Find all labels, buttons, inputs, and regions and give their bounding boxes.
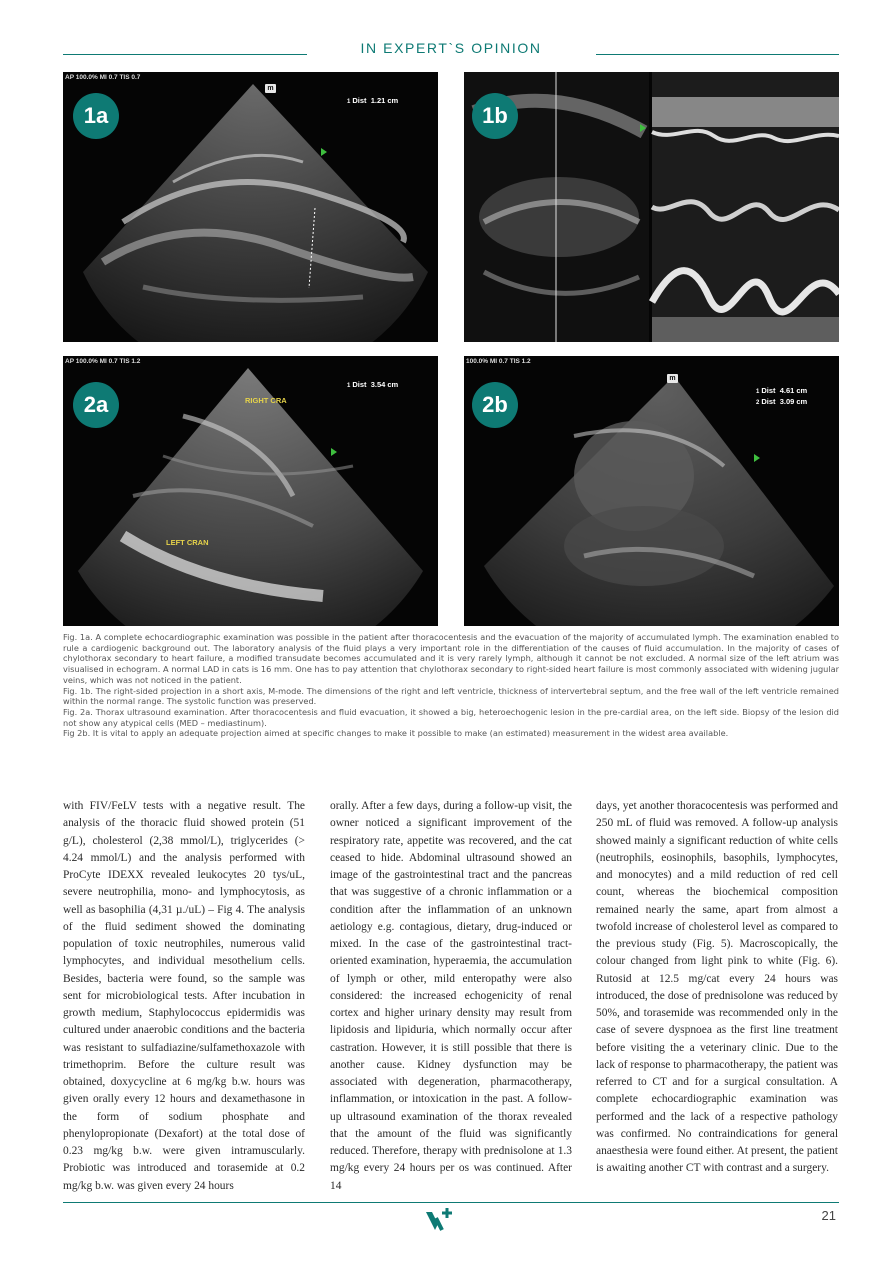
section-title: IN EXPERT`S OPINION [360,40,542,56]
footer-rule [63,1202,839,1203]
caption-2a: Fig. 2a. Thorax ultrasound examination. After thoracocentesis and fluid evacuation, it showed a big, heteroechogenic lesion in the pre-cardial area, on the left side. Biopsy of the lesion did not show any atypical cells (MED – mediastinum). [63,706,839,728]
body-column-2: orally. After a few days, during a follow-up visit, the owner noticed a significant improvement of the respiratory rate, appetite was recovered, and the cat ceased to hide. Abdominal ultrasound showed an image of the gastrointestinal tract and the pancreas that was suggestive of a chronic inflammation or a condition after the inflammation of an unknown aetiology e.g. contagious, dietary, drug-induced or mixed. In the case of the gastrointestinal tract-oriented examination, hyperaemia, the accumulation of lymph or other, mild enteropathy were also considered: the increased echogenicity of renal cortex and higher urinary density may result from lipidosis and lipiduria, which normally occur after castration. However, it is still possible that there is another cause. Kidney dysfunction may be associated with degeneration, pharmacotherapy, inflammation, or intoxication in the past. A follow-up ultrasound examination of the thorax revealed that the amount of the fluid was significantly reduced. Therefore, therapy with prednisolone at 1.3 mg/kg every 24 hours per os was continued. After 14 [330,800,572,1192]
orientation-marker: m [265,84,276,93]
label-right-cranial: RIGHT CRA [245,396,287,405]
distance-readout: 1 Dist 4.61 cm 2 Dist 3.09 cm [756,386,808,406]
figure-badge-2a: 2a [73,382,119,428]
body-column-1: with FIV/FeLV tests with a negative result. The analysis of the thoracic fluid showed protein (51 g/L), cholesterol (2,38 mmol/L), triglycerides (> 4.24 mmol/L) and the analysis performed with ProCyte IDEXX revealed leukocytes 20 tys/uL, severe neutrophilia, mono- and lymphocytosis, as well as basophilia (4,31 µ./uL) – Fig 4. The analysis of the fluid sediment showed the dominating population of toxic neutrophiles, numerous valid lymphocytes, and individual mesothelium cells. Besides, bacteria were found, so the sample was sent for microbiological tests. After incubation in growth medium, Staphylococcus epidermidis was cultured under anaerobic conditions and the bacteria was resistant to sulfadiazine/sulfamethoxazole with trimethoprim. Before the culture result was obtained, doxycycline at 6 mg/kg b.w. hours was given orally every 12 hours and dexamethasone in the form of sodium phosphate and phenylopropionate (Dexafort) at the total dose of 0.23 mg/kg b.w. were given intramuscularly. Probiotic was introduced and torasemide at 0.2 mg/kg b.w. was given every 24 hours [63,800,305,1192]
distance-readout: 1 Dist 3.54 cm [347,380,399,389]
figure-badge-1a: 1a [73,93,119,139]
ultrasound-image-1a [63,72,438,342]
body-column-3: days, yet another thoracocentesis was performed and 250 mL of fluid was removed. A follow-up analysis showed mainly a significant reduction of white cells (neutrophils, eosinophils, basophils, lymphocytes, and monocytes) and a mild reduction of red cell count, whereas the biochemical composition remained nearly the same, apart from almost a twofold increase of cholesterol level as compared to the previous study (Fig. 5). Macroscopically, the colour changed from light pink to white (Fig. 6). Rutosid at 12.5 mg/cat every 24 hours was introduced, the dose of prednisolone was reduced by 50%, and torasemide was recommended only in the case of severe dyspnoea as the first line treatment before visiting the a veterinary clinic. Due to the lack of response to pharmacotherapy, the patient was referred to CT and for a surgical consultation. A complete echocardiographic examination was performed and the lack of a respective pathology was confirmed. No contraindications for general anaesthesia were found either. At present, the patient is awaiting another CT with contrast and a surgery. [596,800,838,1175]
running-header [63,40,839,60]
figure-1b [464,72,839,342]
figure-badge-1b: 1b [472,93,518,139]
scanner-info: 100.0% MI 0.7 TIS 1.2 [466,358,531,365]
label-left-cranial: LEFT CRAN [166,538,209,547]
figure-badge-2b: 2b [472,382,518,428]
scanner-info: AP 100.0% MI 0.7 TIS 0.7 [65,74,141,81]
orientation-marker: m [667,374,678,383]
figure-2b [464,356,839,626]
caption-1b: Fig. 1b. The right-sided projection in a short axis, M-mode. The dimensions of the right and left ventricle, thickness of intervertebral septum, and the free wall of the left ventricle remained within the normal range. The systolic function was preserved. [63,685,839,707]
page-number: 21 [821,1208,836,1223]
header-rule-right [596,54,839,55]
m-mode-image-1b [464,72,839,342]
scanner-info: AP 100.0% MI 0.7 TIS 1.2 [65,358,141,365]
distance-readout: 1 Dist 1.21 cm [347,96,399,105]
figure-1a [63,72,438,342]
figure-2a [63,356,438,626]
caption-2b: Fig 2b. It is vital to apply an adequate projection aimed at specific changes to make it possible to make (an estimated) measurement in the widest area available. [63,728,729,739]
figure-captions [63,632,839,739]
vet-logo-icon [420,1206,460,1234]
caption-1a: Fig. 1a. A complete echocardiographic examination was possible in the patient after thoracocentesis and the evacuation of the majority of accumulated lymph. The examination enabled to rule a cardiogenic background out. The laboratory analysis of the fluid plays a very important role in the differentiation of the causes of fluid accumulation. In the majority of cases of chylothorax secondary to heart failure, a modified transudate becomes accumulated and it is very rarely lymph, although it cannot be not excluded. A normal size of the left atrium was visualised in echogram. A normal LAD in cats is 16 mm. One has to pay attention that chylothorax secondary to right-sided heart failure is most commonly associated with widening jugular veins, which was not noticed in the patient. [63,632,839,685]
